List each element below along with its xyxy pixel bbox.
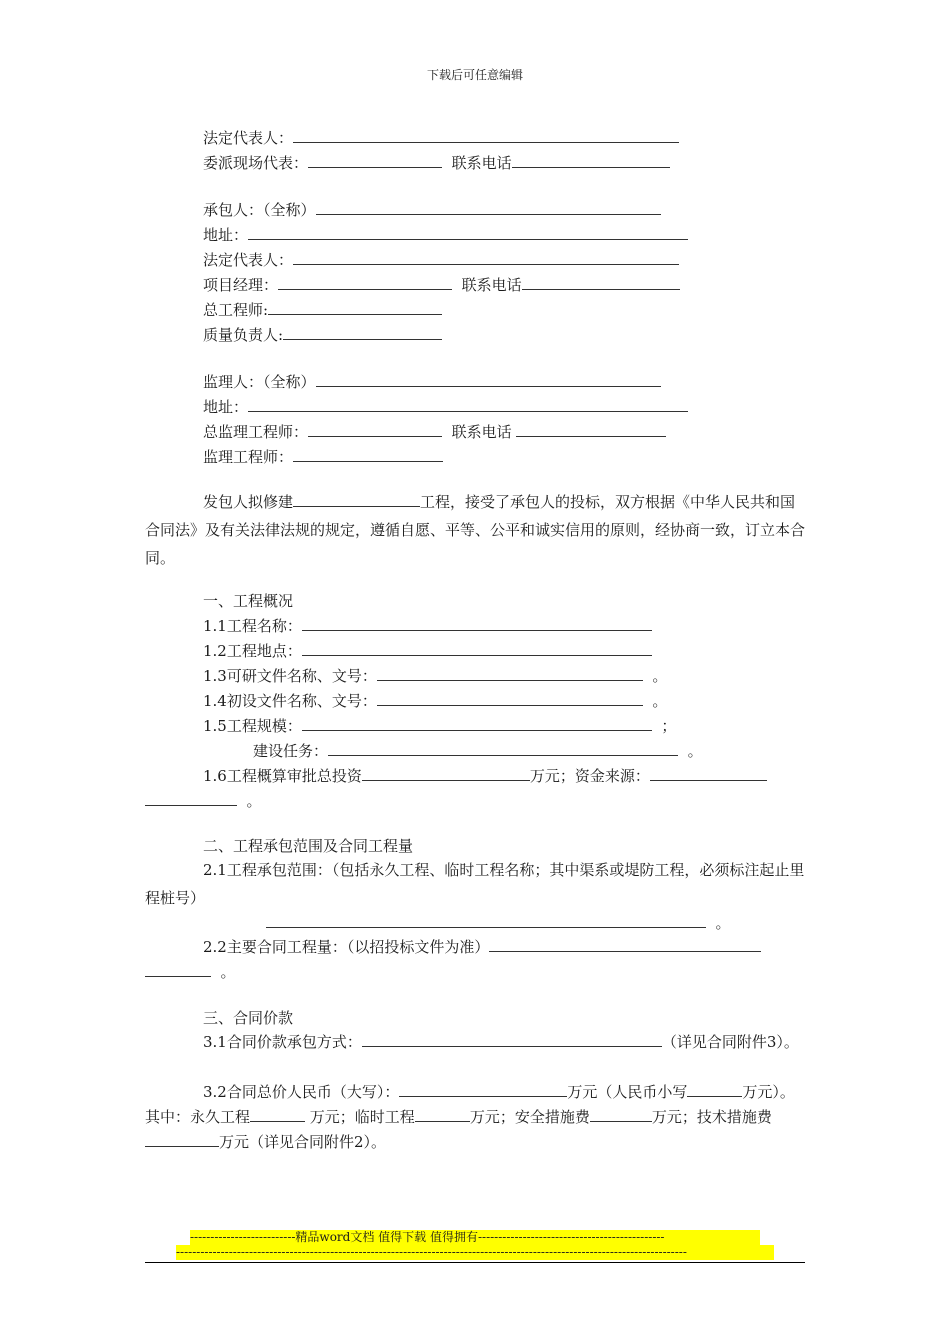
project-manager-label: 项目经理： bbox=[203, 276, 279, 294]
contractor-legal-rep-line bbox=[203, 249, 679, 270]
item-1-3-period: 。 bbox=[652, 667, 668, 685]
project-name-blank bbox=[293, 491, 420, 507]
supervisor-address-blank bbox=[248, 396, 688, 412]
price-figures-blank bbox=[687, 1081, 742, 1097]
supervisor-name-line bbox=[203, 371, 661, 392]
item-1-5-semicolon: ； bbox=[661, 717, 677, 735]
safety-fee-label: 万元；安全措施费 bbox=[469, 1108, 590, 1126]
item-1-5 bbox=[203, 715, 676, 736]
footer-rule bbox=[145, 1262, 805, 1263]
page-header: 下载后可任意编辑 bbox=[426, 68, 523, 82]
contractor-phone-label: 联系电话 bbox=[461, 276, 522, 294]
item-1-6-cont bbox=[145, 790, 262, 811]
intro-paragraph bbox=[145, 488, 805, 572]
temporary-works-blank bbox=[415, 1106, 470, 1122]
site-rep-blank bbox=[308, 152, 442, 168]
employer-phone-blank bbox=[512, 152, 670, 168]
chief-engineer-label: 总工程师: bbox=[203, 301, 269, 319]
funding-source-blank-cont bbox=[145, 790, 237, 806]
supervisor-phone-label: 联系电话 bbox=[451, 423, 512, 441]
section1-title: 一、工程概况 bbox=[203, 592, 294, 610]
chief-engineer-line bbox=[203, 299, 442, 320]
section2-title: 二、工程承包范围及合同工程量 bbox=[203, 837, 414, 855]
item-3-1 bbox=[145, 1028, 805, 1056]
item-2-2-period: 。 bbox=[220, 963, 236, 981]
item-1-5-blank bbox=[302, 715, 652, 731]
item-1-4-blank bbox=[377, 690, 643, 706]
contractor-address-blank bbox=[248, 224, 688, 240]
item-2-1-period: 。 bbox=[715, 914, 731, 932]
chief-supervisor-blank bbox=[308, 421, 442, 437]
item-3-2-note: 万元（详见合同附件2）。 bbox=[219, 1133, 387, 1151]
quality-manager-line bbox=[203, 324, 442, 345]
site-rep-line bbox=[203, 152, 670, 173]
item-1-1-blank bbox=[302, 615, 652, 631]
item-1-2-label: 1.2工程地点： bbox=[203, 642, 302, 660]
contractor-name-line bbox=[203, 199, 661, 220]
item-2-2-blank bbox=[489, 936, 761, 952]
contractor-phone-blank bbox=[522, 274, 680, 290]
item-2-1: 2.1工程承包范围：（包括永久工程、临时工程名称；其中渠系或堤防工程，必须标注起止里程桩号） bbox=[145, 861, 805, 907]
section3-title: 三、合同价款 bbox=[203, 1009, 294, 1027]
item-1-6-period: 。 bbox=[246, 792, 262, 810]
contractor-address-line bbox=[203, 224, 688, 245]
supervisor-address-label: 地址： bbox=[203, 398, 249, 416]
contractor-legal-rep-blank bbox=[293, 249, 679, 265]
contractor-address-label: 地址： bbox=[203, 226, 249, 244]
supervisor-name-label: 监理人：（全称） bbox=[203, 373, 316, 391]
supervisor-name-blank bbox=[316, 371, 661, 387]
supervising-engineer-blank bbox=[293, 446, 443, 462]
item-1-3-label: 1.3可研文件名称、文号： bbox=[203, 667, 377, 685]
contractor-name-label: 承包人：（全称） bbox=[203, 201, 316, 219]
item-1-6-label: 1.6工程概算审批总投资 bbox=[203, 767, 362, 785]
permanent-works-blank bbox=[250, 1106, 305, 1122]
footer-banner-line2: ------------------------------------------------------------------------------------------------------------------------------ bbox=[176, 1245, 774, 1260]
price-figures-label: 万元（人民币小写 bbox=[567, 1083, 688, 1101]
item-1-4-period: 。 bbox=[652, 692, 668, 710]
item-1-2 bbox=[203, 640, 652, 661]
item-3-2-label: 3.2合同总价人民币（大写）： bbox=[203, 1083, 400, 1101]
technical-fee-blank bbox=[145, 1131, 219, 1147]
project-manager-line bbox=[203, 274, 680, 295]
item-1-4 bbox=[203, 690, 667, 711]
safety-fee-blank bbox=[590, 1106, 652, 1122]
intro-part1: 发包人拟修建 bbox=[203, 493, 294, 511]
item-2-2-label: 2.2主要合同工程量：（以招投标文件为准） bbox=[203, 938, 490, 956]
item-1-3 bbox=[203, 665, 667, 686]
item-3-1-note: （详见合同附件3）。 bbox=[661, 1033, 799, 1051]
item-1-1 bbox=[203, 615, 652, 636]
construction-task-period: 。 bbox=[687, 742, 703, 760]
permanent-works-label: 万元）。其中：永久工程 bbox=[145, 1083, 795, 1126]
chief-supervisor-line bbox=[203, 421, 666, 442]
item-1-5-label: 1.5工程规模： bbox=[203, 717, 302, 735]
total-price-words-blank bbox=[399, 1081, 567, 1097]
funding-source-label: 万元；资金来源： bbox=[529, 767, 650, 785]
item-1-3-blank bbox=[377, 665, 643, 681]
contractor-legal-rep-label: 法定代表人： bbox=[203, 251, 294, 269]
item-3-2 bbox=[145, 1080, 805, 1155]
quality-manager-label: 质量负责人: bbox=[203, 326, 284, 344]
item-2-1-blank-line bbox=[266, 912, 731, 933]
construction-task-blank bbox=[328, 740, 678, 756]
employer-legal-rep-blank bbox=[293, 127, 679, 143]
total-investment-blank bbox=[362, 765, 530, 781]
item-2-1-blank bbox=[266, 912, 706, 928]
employer-legal-rep-label: 法定代表人： bbox=[203, 129, 294, 147]
item-3-1-label: 3.1合同价款承包方式： bbox=[203, 1033, 362, 1051]
construction-task bbox=[253, 740, 703, 761]
employer-legal-rep-line bbox=[203, 127, 679, 148]
quality-manager-blank bbox=[283, 324, 442, 340]
supervisor-phone-blank bbox=[516, 421, 666, 437]
funding-source-blank bbox=[650, 765, 767, 781]
technical-fee-label: 万元；技术措施费 bbox=[651, 1108, 772, 1126]
contractor-name-blank bbox=[316, 199, 661, 215]
construction-task-label: 建设任务： bbox=[253, 742, 329, 760]
item-2-2 bbox=[203, 936, 761, 957]
chief-supervisor-label: 总监理工程师： bbox=[203, 423, 309, 441]
employer-phone-label: 联系电话 bbox=[451, 154, 512, 172]
temporary-works-label: 万元；临时工程 bbox=[309, 1108, 415, 1126]
item-2-2-cont bbox=[145, 961, 236, 982]
project-manager-blank bbox=[278, 274, 452, 290]
item-1-2-blank bbox=[302, 640, 652, 656]
supervising-engineer-label: 监理工程师： bbox=[203, 448, 294, 466]
supervising-engineer-line bbox=[203, 446, 443, 467]
supervisor-address-line bbox=[203, 396, 688, 417]
intro-part2: 工程，接受了承包人的投标，双方根据《中华人民共和国合同法》及有关法律法规的规定，遵循自愿、平等、公平和诚实信用的原则，经协商一致，订立本合同。 bbox=[145, 493, 806, 567]
site-rep-label: 委派现场代表： bbox=[203, 154, 309, 172]
footer-banner-line1: --------------------------精品word文档 值得下载 值得拥有---------------------------------------------- bbox=[190, 1230, 760, 1245]
item-1-4-label: 1.4初设文件名称、文号： bbox=[203, 692, 377, 710]
item-2-2-blank-cont bbox=[145, 961, 211, 977]
chief-engineer-blank bbox=[268, 299, 442, 315]
item-1-6 bbox=[203, 765, 767, 786]
item-1-1-label: 1.1工程名称： bbox=[203, 617, 302, 635]
item-3-1-blank bbox=[362, 1031, 662, 1047]
